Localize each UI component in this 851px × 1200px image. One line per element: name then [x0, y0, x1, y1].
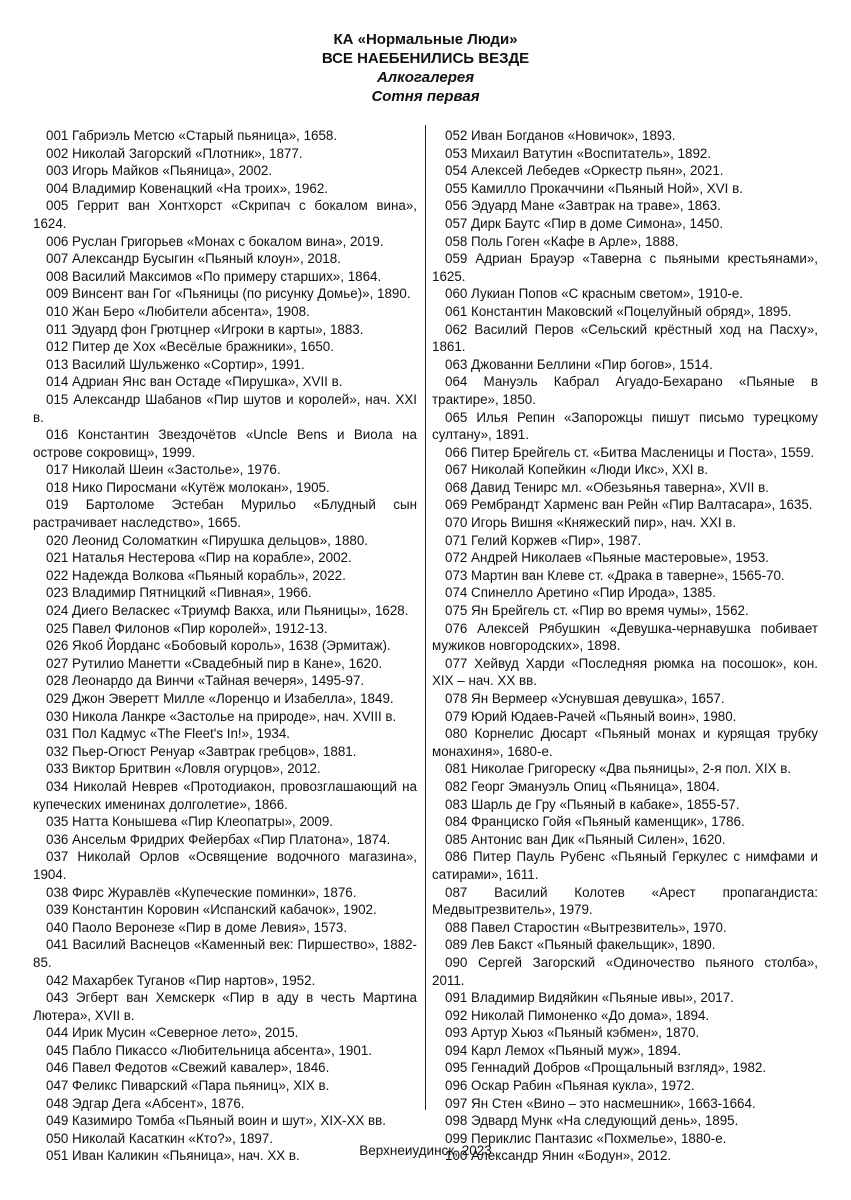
list-item: 091 Владимир Видяйкин «Пьяные ивы», 2017. [445, 990, 734, 1006]
list-item: 059 Адриан Брауэр «Таверна с пьяными крестьянами», 1625. [432, 251, 818, 284]
list-item: 015 Александр Шабанов «Пир шутов и королей», нач. XXI в. [33, 391, 417, 425]
list-item: 014 Адриан Янс ван Остаде «Пирушка», XVII в. [46, 374, 343, 390]
list-item: 035 Натта Конышева «Пир Клеопатры», 2009. [46, 814, 333, 830]
list-item: 025 Павел Филонов «Пир королей», 1912-13. [46, 620, 328, 636]
list-item: 083 Шарль де Гру «Пьяный в кабаке», 1855-57. [445, 796, 740, 812]
list-item: 001 Габриэль Метсю «Старый пьяница», 1658. [46, 128, 338, 143]
list-item: 085 Антонис ван Дик «Пьяный Силен», 1620. [445, 831, 726, 847]
list-item: 062 Василий Перов «Сельский крёстный ход на Пасху», 1861. [432, 321, 818, 355]
list-item: 079 Юрий Юдаев-Рачей «Пьяный воин», 1980. [445, 708, 737, 724]
list-item: 023 Владимир Пятницкий «Пивная», 1966. [46, 585, 312, 601]
list-item: 039 Константин Коровин «Испанский кабачок», 1902. [46, 902, 377, 918]
left-column [33, 127, 417, 1165]
list-item: 017 Николай Шеин «Застолье», 1976. [46, 462, 281, 478]
list-item: 071 Гелий Коржев «Пир», 1987. [445, 532, 642, 548]
list-item: 055 Камилло Прокаччини «Пьяный Ной», XVI в. [445, 180, 743, 196]
list-item: 042 Махарбек Туганов «Пир нартов», 1952. [46, 972, 316, 988]
list-item: 016 Константин Звездочётов «Uncle Bens и Виола на острове сокровищ», 1999. [33, 427, 417, 460]
list-item: 084 Франциско Гойя «Пьяный каменщик», 1786. [445, 814, 745, 830]
list-item: 095 Геннадий Добров «Прощальный взгляд», 1982. [445, 1060, 767, 1076]
list-item: 020 Леонид Соломаткин «Пирушка дельцов», 1880. [46, 532, 369, 548]
list-item: 002 Николай Загорский «Плотник», 1877. [46, 145, 303, 161]
list-item: 063 Джованни Беллини «Пир богов», 1514. [445, 356, 713, 372]
list-item: 051 Иван Каликин «Пьяница», нач. XX в. [46, 1148, 300, 1164]
list-item: 029 Джон Эверетт Милле «Лоренцо и Изабелла», 1849. [46, 691, 394, 706]
list-item: 049 Казимиро Томба «Пьяный воин и шут», XIX-XX вв. [46, 1113, 387, 1129]
list-item: 057 Дирк Баутс «Пир в доме Симона», 1450. [445, 215, 724, 231]
header-title-2: ВСЕ НАЕБЕНИЛИСЬ ВЕЗДЕ [321, 50, 530, 67]
list-item: 012 Питер де Хох «Весёлые бражники», 1650. [46, 339, 334, 355]
list-item: 050 Николай Касаткин «Кто?», 1897. [46, 1130, 274, 1146]
list-item: 044 Ирик Мусин «Северное лето», 2015. [46, 1025, 299, 1041]
list-item: 026 Якоб Йорданс «Бобовый король», 1638 (Эрмитаж). [46, 638, 391, 654]
list-item: 065 Илья Репин «Запорожцы пишут письмо турецкому султану», 1891. [432, 409, 818, 443]
list-item: 045 Пабло Пикассо «Любительница абсента», 1901. [46, 1042, 372, 1058]
list-item: 061 Константин Маковский «Поцелуйный обряд», 1895. [445, 303, 792, 319]
list-item: 088 Павел Старостин «Вытрезвитель», 1970. [445, 919, 727, 935]
list-item: 068 Давид Тенирс мл. «Обезьянья таверна», XVII в. [445, 479, 769, 495]
list-item: 034 Николай Неврев «Протодиакон, провозглашающий на купеческих именинах долголетие», 1866. [33, 778, 417, 812]
list-item: 093 Артур Хьюз «Пьяный кэбмен», 1870. [445, 1025, 700, 1041]
column-divider [425, 125, 426, 1110]
list-item: 048 Эдгар Дега «Абсент», 1876. [46, 1095, 245, 1111]
header-section: Сотня первая [371, 88, 480, 105]
right-column [432, 127, 818, 1165]
header-title-1: КА «Нормальные Люди» [333, 31, 518, 48]
document-header [0, 30, 851, 106]
list-item: 038 Фирс Журавлёв «Купеческие поминки», 1876. [46, 884, 357, 900]
list-item: 043 Эгберт ван Хемскерк «Пир в аду в честь Мартина Лютера», XVII в. [33, 990, 417, 1023]
header-subtitle: Алкогалерея [376, 69, 475, 86]
list-item: 008 Василий Максимов «По примеру старших», 1864. [46, 268, 382, 284]
list-item: 099 Периклис Пантазис «Похмелье», 1880-е. [445, 1130, 727, 1146]
list-item: 021 Наталья Нестерова «Пир на корабле», 2002. [46, 550, 352, 566]
list-item: 056 Эдуард Мане «Завтрак на траве», 1863. [445, 198, 721, 214]
list-item: 004 Владимир Ковенацкий «На троих», 1962. [46, 180, 328, 196]
list-item: 032 Пьер-Огюст Ренуар «Завтрак гребцов», 1881. [46, 743, 357, 759]
list-item: 030 Никола Ланкре «Застолье на природе», нач. XVIII в. [46, 708, 397, 724]
list-item: 013 Василий Шульженко «Сортир», 1991. [46, 356, 305, 372]
list-item: 019 Бартоломе Эстебан Мурильо «Блудный сын растрачивает наследство», 1665. [33, 497, 417, 531]
list-item: 089 Лев Бакст «Пьяный факельщик», 1890. [445, 937, 716, 953]
list-item: 011 Эдуард фон Грютцнер «Игроки в карты», 1883. [46, 321, 364, 337]
list-item: 098 Эдвард Мунк «На следующий день», 1895. [445, 1113, 739, 1129]
list-item: 096 Оскар Рабин «Пьяная кукла», 1972. [445, 1078, 695, 1094]
list-item: 060 Лукиан Попов «С красным светом», 1910-е. [445, 286, 744, 302]
list-item: 007 Александр Бусыгин «Пьяный клоун», 2018. [46, 251, 341, 267]
list-item: 094 Карл Лемох «Пьяный муж», 1894. [445, 1042, 682, 1058]
list-item: 087 Василий Колотев «Арест пропагандиста: Медвытрезвитель», 1979. [432, 884, 818, 918]
list-item: 009 Винсент ван Гог «Пьяницы (по рисунку Домье)», 1890. [46, 286, 411, 302]
list-item: 069 Рембрандт Харменс ван Рейн «Пир Валтасара», 1635. [445, 497, 813, 513]
list-item: 078 Ян Вермеер «Уснувшая девушка», 1657. [445, 691, 725, 706]
list-item: 040 Паоло Веронезе «Пир в доме Левия», 1573. [46, 919, 348, 935]
list-item: 073 Мартин ван Клеве ст. «Драка в таверне», 1565-70. [445, 567, 785, 583]
list-item: 041 Василий Васнецов «Каменный век: Пиршество», 1882-85. [33, 937, 417, 970]
list-item: 036 Ансельм Фридрих Фейербах «Пир Платона», 1874. [46, 831, 391, 847]
list-item: 074 Спинелло Аретино «Пир Ирода», 1385. [445, 585, 716, 601]
list-item: 047 Феликс Пиварский «Пара пьяниц», XIX в. [46, 1078, 330, 1094]
list-item: 052 Иван Богданов «Новичок», 1893. [445, 128, 676, 143]
list-item: 005 Геррит ван Хонтхорст «Скрипач с бокалом вина», 1624. [33, 198, 417, 231]
list-item: 100 Александр Янин «Бодун», 2012. [445, 1148, 672, 1164]
list-item: 010 Жан Беро «Любители абсента», 1908. [46, 303, 310, 319]
list-item: 066 Питер Брейгель ст. «Битва Масленицы и Поста», 1559. [445, 444, 815, 460]
list-item: 033 Виктор Бритвин «Ловля огурцов», 2012. [46, 761, 321, 777]
list-item: 082 Георг Эмануэль Опиц «Пьяница», 1804. [445, 778, 720, 794]
list-item: 077 Хейвуд Харди «Последняя рюмка на посошок», кон. XIX – нач. XX вв. [432, 655, 818, 689]
list-item: 070 Игорь Вишня «Княжеский пир», нач. XXI в. [445, 515, 737, 531]
list-item: 090 Сергей Загорский «Одиночество пьяного столба», 2011. [432, 954, 818, 988]
list-item: 006 Руслан Григорьев «Монах с бокалом вина», 2019. [46, 233, 384, 249]
list-item: 072 Андрей Николаев «Пьяные мастеровые», 1953. [445, 550, 769, 566]
list-item: 003 Игорь Майков «Пьяница», 2002. [46, 163, 273, 179]
list-item: 028 Леонардо да Винчи «Тайная вечеря», 1495-97. [46, 673, 365, 689]
list-item: 031 Пол Кадмус «The Fleet's In!», 1934. [46, 726, 291, 742]
list-item: 080 Корнелис Дюсарт «Пьяный монах и курящая трубку монахиня», 1680-е. [432, 726, 818, 759]
list-item: 022 Надежда Волкова «Пьяный корабль», 2022. [46, 567, 346, 583]
list-item: 076 Алексей Рябушкин «Девушка-чернавушка побивает мужиков новгородских», 1898. [432, 620, 818, 654]
list-item: 054 Алексей Лебедев «Оркестр пьян», 2021. [445, 163, 724, 179]
list-item: 067 Николай Копейкин «Люди Икс», XXI в. [445, 462, 709, 478]
list-item: 092 Николай Пимоненко «До дома», 1894. [445, 1007, 710, 1023]
list-item: 024 Диего Веласкес «Триумф Вакха, или Пьяницы», 1628. [46, 603, 409, 619]
list-item: 064 Мануэль Кабрал Агуадо-Бехарано «Пьяные в трактире», 1850. [432, 374, 818, 407]
list-item: 027 Рутилио Манетти «Свадебный пир в Кане», 1620. [46, 655, 383, 671]
footer-place-date: Верхнеиудинск, 2023 [359, 1143, 492, 1158]
list-item: 058 Поль Гоген «Кафе в Арле», 1888. [445, 233, 679, 249]
list-item: 018 Нико Пиросмани «Кутёж молокан», 1905. [46, 479, 330, 495]
list-item: 037 Николай Орлов «Освящение водочного магазина», 1904. [33, 849, 417, 882]
list-item: 086 Питер Пауль Рубенс «Пьяный Геркулес с нимфами и сатирами», 1611. [432, 849, 818, 882]
list-item: 053 Михаил Ватутин «Воспитатель», 1892. [445, 145, 712, 161]
list-item: 081 Николае Григореску «Два пьяницы», 2-я пол. XIX в. [445, 761, 792, 777]
list-item: 046 Павел Федотов «Свежий кавалер», 1846. [46, 1060, 330, 1076]
list-item: 075 Ян Брейгель ст. «Пир во время чумы», 1562. [445, 603, 749, 619]
list-item: 097 Ян Стен «Вино – это насмешник», 1663-1664. [445, 1095, 756, 1111]
